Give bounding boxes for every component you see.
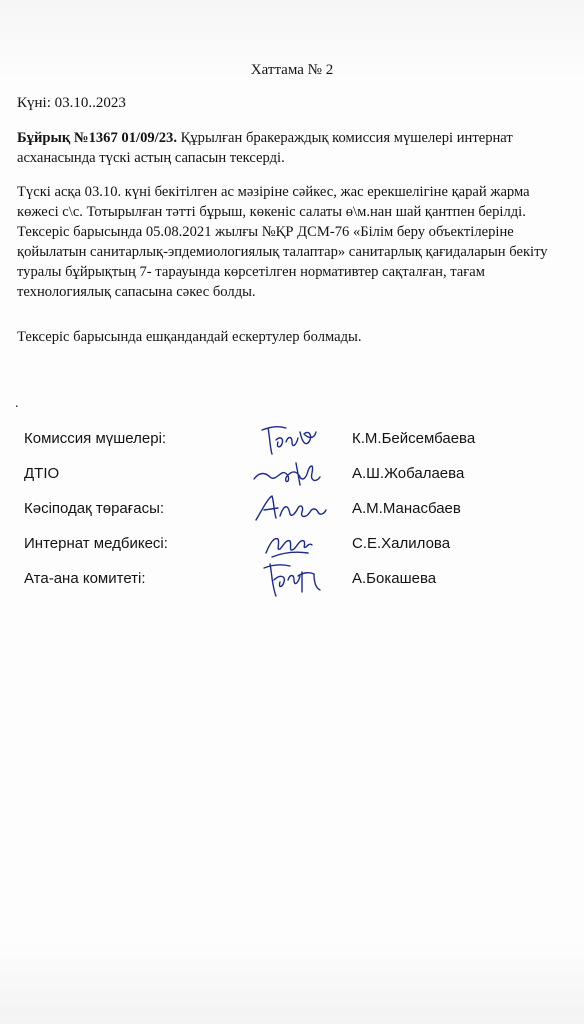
paragraph-menu: Түскі асқа 03.10. күні бекітілген ас мәзіріне сәйкес, жас ерекшелігіне қарай жарма көжесі с\с. Тотырылған тәтті бұрыш, көкеніс салаты ө\м.нан шай қантпен берілді. Тексеріс барысында 05.08.2021 жылғы №ҚР ДСМ-76 «Білім беру объектілеріне қойылатын санитарлық-эпдемиологиялық талаптар» санитарлық қағидаларын бекіту туралы бұйрықтың 7- тарауында көрсетілген нормативтер сақталған, тағам технологиялық сапасына сәкес болды. bbox=[17, 184, 548, 300]
signature-row bbox=[0, 562, 584, 598]
signatory-name: А.М.Манасбаев bbox=[352, 500, 461, 517]
document-title: Хаттама № 2 bbox=[250, 62, 334, 78]
paragraph-intro bbox=[17, 128, 567, 168]
document-date: Күні: 03.10..2023 bbox=[17, 95, 126, 111]
paragraph-intro-text: Құрылған бракераждық комиссия мүшелері интернат асханасында түскі астың сапасын тексерді. bbox=[17, 130, 513, 166]
order-reference: Бұйрық №1367 01/09/23. bbox=[17, 130, 177, 146]
signature-role: ДТІО bbox=[24, 465, 60, 482]
signatory-name: А.Бокашева bbox=[352, 570, 437, 587]
stray-dot: . bbox=[15, 396, 19, 411]
signature-role: Комиссия мүшелері: bbox=[24, 430, 167, 447]
handwritten-signature bbox=[250, 558, 330, 600]
signature-role: Ата-ана комитеті: bbox=[24, 570, 146, 587]
signature-role: Интернат медбикесі: bbox=[24, 535, 168, 552]
signatory-name: С.Е.Халилова bbox=[352, 535, 451, 552]
paragraph-conclusion: Тексеріс барысында ешқандандай ескертулер болмады. bbox=[17, 329, 362, 345]
signature-role: Кәсіподақ төрағасы: bbox=[24, 500, 165, 517]
signatory-name: А.Ш.Жобалаева bbox=[352, 465, 465, 482]
signatory-name: К.М.Бейсембаева bbox=[352, 430, 476, 447]
